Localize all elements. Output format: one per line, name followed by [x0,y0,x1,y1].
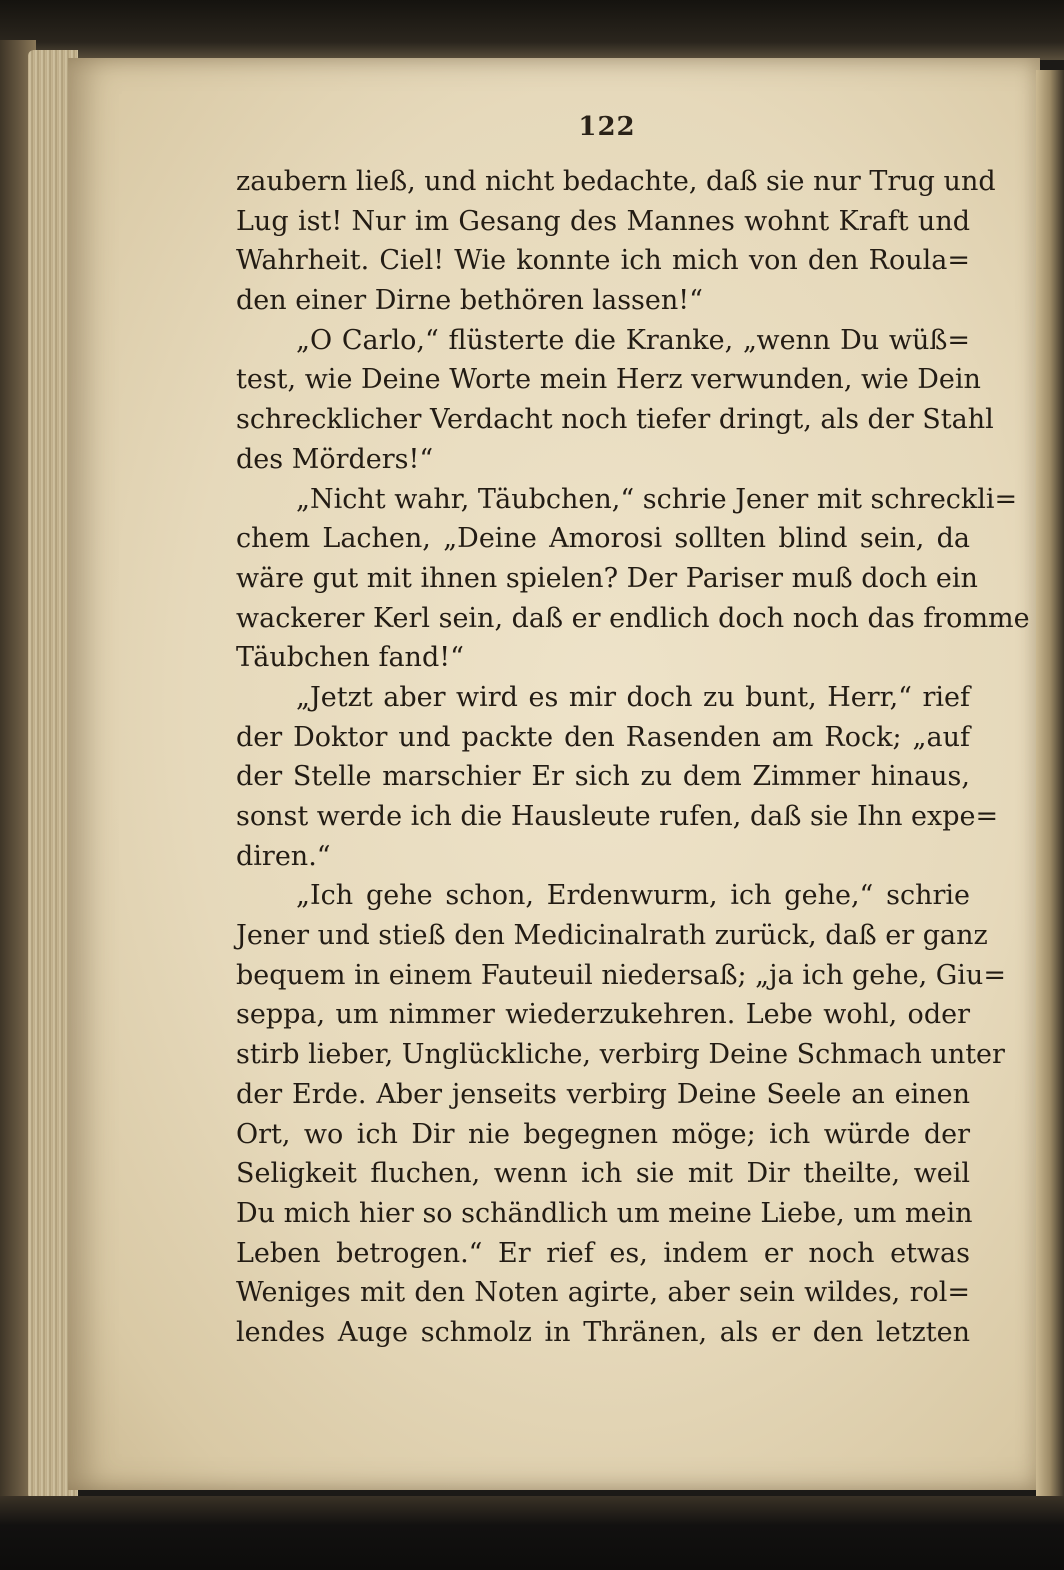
book-top-edge [0,0,1064,60]
text-line: test, wie Deine Worte mein Herz verwunden, wie Dein [236,364,981,396]
text-line: seppa, um nimmer wiederzukehren. Lebe wohl, oder [236,999,970,1031]
body-text [236,162,1030,1353]
text-line: Täubchen fand!“ [236,642,464,674]
text-line: wäre gut mit ihnen spielen? Der Pariser muß doch ein [236,562,978,594]
text-line: „Nicht wahr, Täubchen,“ schrie Jener mit schreckli= [296,483,1018,515]
text-line: stirb lieber, Unglückliche, verbirg Deine Schmach unter [236,1039,1005,1071]
text-line: den einer Dirne bethören lassen!“ [236,285,703,317]
text-line: Wahrheit. Ciel! Wie konnte ich mich von den Roula= [236,245,970,277]
text-line: der Erde. Aber jenseits verbirg Deine Seele an einen [236,1078,970,1110]
text-line: wackerer Kerl sein, daß er endlich doch noch das fromme [236,602,1030,634]
text-line: Jener und stieß den Medicinalrath zurück, daß er ganz [236,920,988,952]
text-line: schrecklicher Verdacht noch tiefer dringt, als der Stahl [236,404,994,436]
text-line: chem Lachen, „Deine Amorosi sollten blind sein, da [236,523,970,555]
text-line: Weniges mit den Noten agirte, aber sein wildes, rol= [236,1277,970,1309]
text-line: Lug ist! Nur im Gesang des Mannes wohnt Kraft und [236,205,970,237]
page-right-edge [1036,70,1064,1500]
text-line: bequem in einem Fauteuil niedersaß; „ja ich gehe, Giu= [236,959,1006,991]
book-bottom-edge [0,1496,1064,1570]
text-line: der Doktor und packte den Rasenden am Rock; „auf [236,721,970,753]
text-line: des Mörders!“ [236,443,434,475]
text-line: „O Carlo,“ flüsterte die Kranke, „wenn Du wüß= [296,324,970,356]
text-line: lendes Auge schmolz in Thränen, als er den letzten [236,1316,970,1348]
text-line: Ort, wo ich Dir nie begegnen möge; ich würde der [236,1118,970,1150]
text-line: Seligkeit fluchen, wenn ich sie mit Dir theilte, weil [236,1158,970,1190]
text-line: sonst werde ich die Hausleute rufen, daß sie Ihn expe= [236,801,999,832]
text-line: „Ich gehe schon, Erdenwurm, ich gehe,“ schrie [296,880,970,912]
text-line: diren.“ [236,840,331,872]
text-line: zaubern ließ, und nicht bedachte, daß sie nur Trug und [236,166,996,197]
text-line: „Jetzt aber wird es mir doch zu bunt, Herr,“ rief [296,681,970,713]
text-line: der Stelle marschier Er sich zu dem Zimmer hinaus, [236,761,970,793]
page-number: 122 [578,112,636,142]
text-line: Du mich hier so schändlich um meine Liebe, um mein [236,1197,973,1229]
text-line: Leben betrogen.“ Er rief es, indem er noch etwas [236,1237,970,1269]
